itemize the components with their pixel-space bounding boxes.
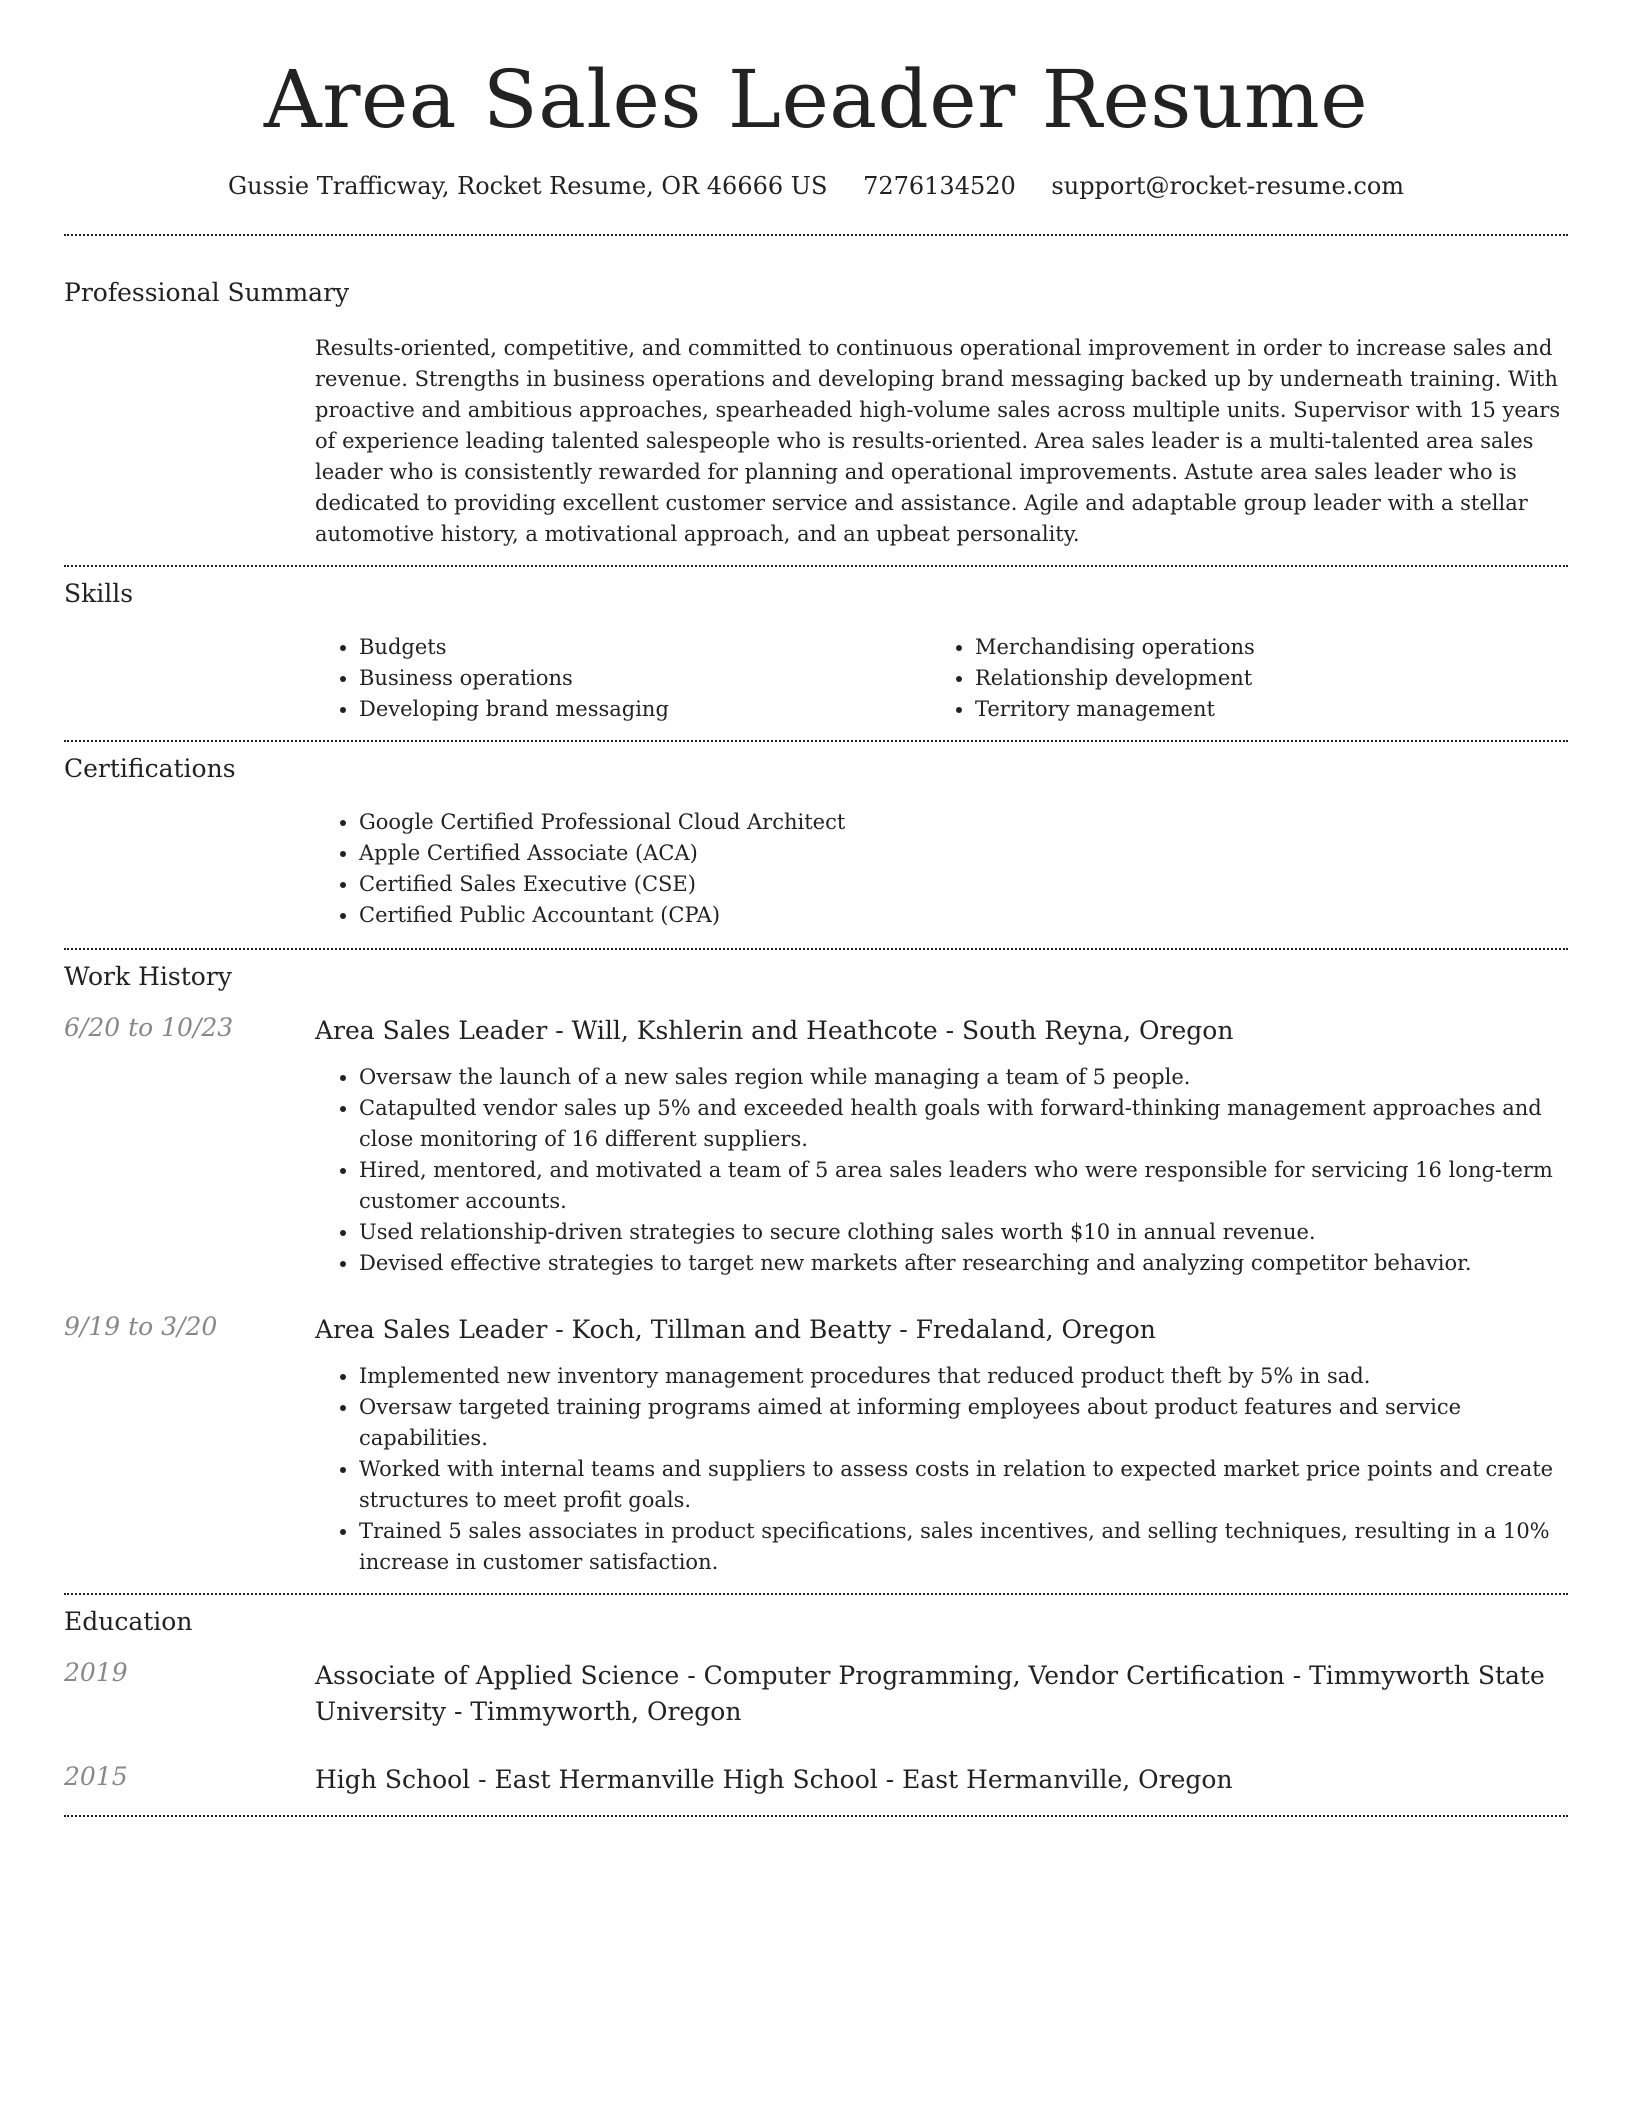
skills-section xyxy=(64,567,1568,725)
contact-email: support@rocket-resume.com xyxy=(1051,172,1405,200)
work-bullet: • Trained 5 sales associates in product specifications, sales incentives, and selling techniques, resulting in a 10% increase in customer satisfaction. xyxy=(359,1516,1568,1578)
certification-item: • Certified Sales Executive (CSE) xyxy=(359,869,1568,900)
skill-item: • Business operations xyxy=(359,663,931,694)
work-history-section xyxy=(64,950,1568,1578)
summary-text: Results-oriented, competitive, and committed to continuous operational improvement in order to increase sales and revenue. Strengths in business operations and developing brand messaging backed up by underneath training. With proactive and ambitious approaches, spearheaded high-volume sales across multiple units. Supervisor with 15 years of experience leading talented salespeople who is results-oriented. Area sales leader is a multi-talented area sales leader who is consistently rewarded for planning and operational improvements. Astute area sales leader who is dedicated to providing excellent customer service and assistance. Agile and adaptable group leader with a stellar automotive history, a motivational approach, and an upbeat personality. xyxy=(315,336,1561,546)
skills-list xyxy=(315,632,1568,725)
work-history-heading: Work History xyxy=(64,962,232,991)
work-bullet: • Worked with internal teams and suppliers to assess costs in relation to expected market price points and create structures to meet profit goals. xyxy=(359,1454,1568,1516)
work-entry xyxy=(64,1312,1568,1578)
contact-address: Gussie Trafficway, Rocket Resume, OR 46666 US xyxy=(227,172,828,200)
skill-item: • Developing brand messaging xyxy=(359,694,931,725)
work-entry xyxy=(64,1013,1568,1279)
skill-item: • Territory management xyxy=(975,694,1547,725)
work-title: Area Sales Leader - Koch, Tillman and Beatty - Fredaland, Oregon xyxy=(315,1315,1156,1344)
work-bullet: • Catapulted vendor sales up 5% and exceeded health goals with forward-thinking management approaches and close monitoring of 16 different suppliers. xyxy=(359,1093,1568,1155)
skill-item: • Budgets xyxy=(359,632,931,663)
certifications-list xyxy=(315,807,1568,931)
skills-column-left xyxy=(315,632,931,725)
summary-section xyxy=(64,236,1568,550)
work-bullet: • Used relationship-driven strategies to secure clothing sales worth $10 in annual revenue. xyxy=(359,1217,1568,1248)
certification-item: • Google Certified Professional Cloud Architect xyxy=(359,807,1568,838)
work-dates: 6/20 to 10/23 xyxy=(64,1013,234,1042)
education-heading: Education xyxy=(64,1607,193,1636)
resume-title: Area Sales Leader Resume xyxy=(263,53,1369,146)
summary-heading: Professional Summary xyxy=(64,278,350,307)
certification-item: • Certified Public Accountant (CPA) xyxy=(359,900,1568,931)
work-bullets xyxy=(315,1361,1568,1578)
skill-item: • Relationship development xyxy=(975,663,1547,694)
certifications-heading: Certifications xyxy=(64,754,236,783)
work-bullet: • Devised effective strategies to target new markets after researching and analyzing competitor behavior. xyxy=(359,1248,1568,1279)
skills-column-right xyxy=(931,632,1547,725)
work-bullet: • Implemented new inventory management procedures that reduced product theft by 5% in sad. xyxy=(359,1361,1568,1392)
contact-info xyxy=(64,172,1568,200)
certification-item: • Apple Certified Associate (ACA) xyxy=(359,838,1568,869)
education-details: Associate of Applied Science - Computer Programming, Vendor Certification - Timmyworth State University - Timmyworth, Oregon xyxy=(315,1661,1545,1726)
education-entry xyxy=(64,1762,1568,1798)
work-dates: 9/19 to 3/20 xyxy=(64,1312,218,1341)
education-section xyxy=(64,1595,1568,1798)
education-details: High School - East Hermanville High School - East Hermanville, Oregon xyxy=(315,1765,1233,1794)
education-year: 2019 xyxy=(64,1658,128,1687)
education-year: 2015 xyxy=(64,1762,128,1791)
work-bullets xyxy=(315,1062,1568,1279)
education-entry xyxy=(64,1658,1568,1730)
work-bullet: • Oversaw the launch of a new sales region while managing a team of 5 people. xyxy=(359,1062,1568,1093)
skills-heading: Skills xyxy=(64,579,134,608)
certifications-section xyxy=(64,742,1568,931)
resume-page xyxy=(64,0,1568,1817)
section-divider xyxy=(64,1815,1568,1817)
skill-item: • Merchandising operations xyxy=(975,632,1547,663)
work-bullet: • Hired, mentored, and motivated a team of 5 area sales leaders who were responsible for servicing 16 long-term customer accounts. xyxy=(359,1155,1568,1217)
work-title: Area Sales Leader - Will, Kshlerin and Heathcote - South Reyna, Oregon xyxy=(315,1016,1234,1045)
contact-phone: 7276134520 xyxy=(863,172,1016,200)
work-bullet: • Oversaw targeted training programs aimed at informing employees about product features and service capabilities. xyxy=(359,1392,1568,1454)
